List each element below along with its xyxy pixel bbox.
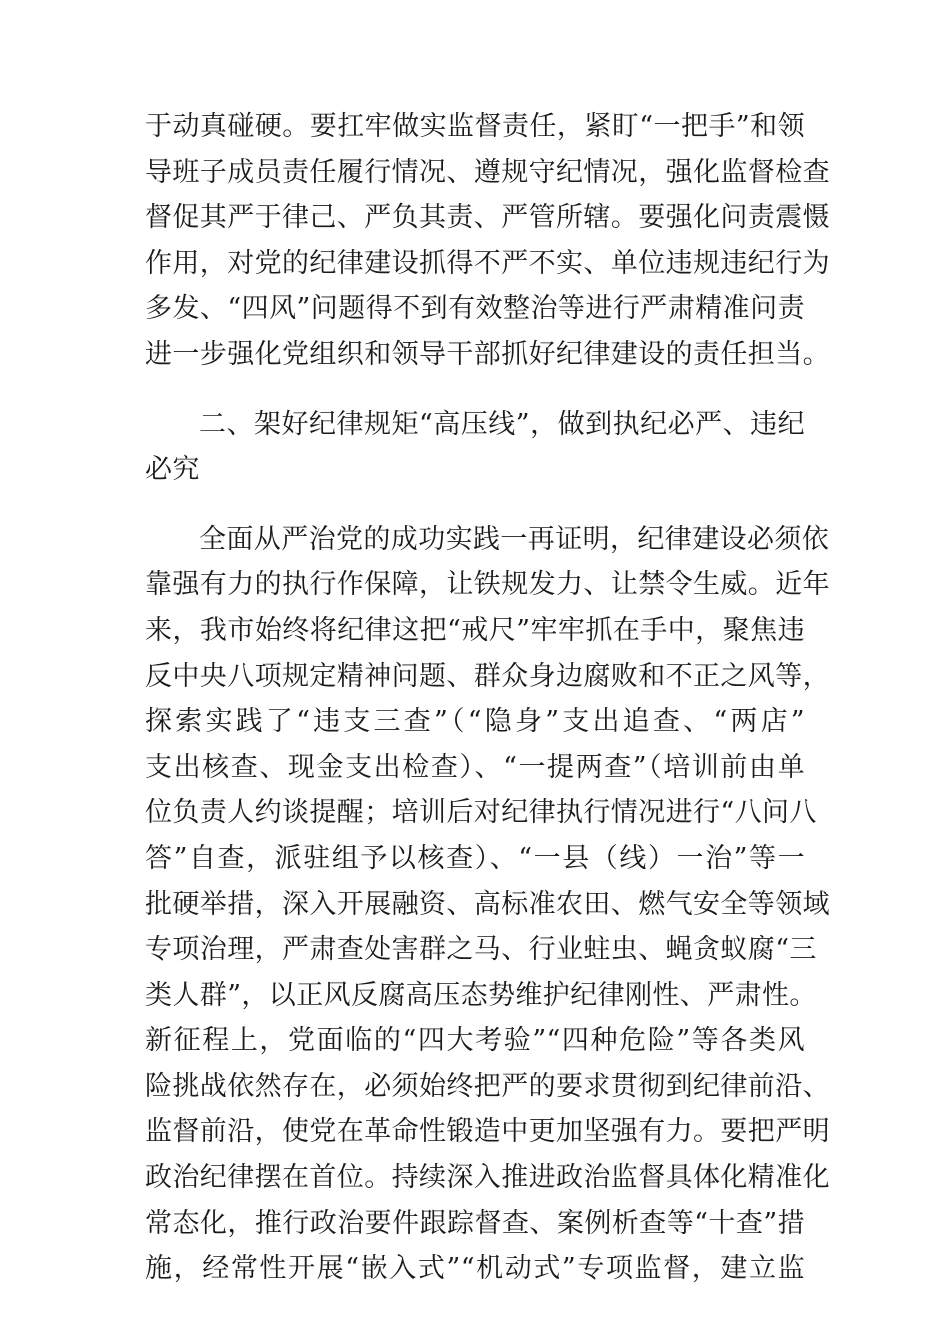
text-line: 批硬举措，深入开展融资、高标准农田、燃气安全等领域 bbox=[145, 888, 830, 920]
paragraph-1 bbox=[145, 104, 830, 378]
text-line: 答”自查，派驻组予以核查）、“一县（线）一治”等一 bbox=[145, 842, 805, 874]
text-line: 施，经常性开展“嵌入式”“机动式”专项监督，建立监 bbox=[145, 1253, 805, 1285]
text-line: 来，我市始终将纪律这把“戒尺”牢牢抓在手中，聚焦违 bbox=[145, 614, 805, 646]
section-heading bbox=[145, 402, 805, 493]
document-body bbox=[145, 104, 830, 1292]
text-line: 导班子成员责任履行情况、遵规守纪情况，强化监督检查 bbox=[145, 156, 830, 188]
text-line: 常态化，推行政治要件跟踪督查、案例析查等“十查”措 bbox=[145, 1207, 805, 1239]
text-line: 多发、“四风”问题得不到有效整治等进行严肃精准问责 bbox=[145, 293, 805, 325]
text-line: 险挑战依然存在，必须始终把严的要求贯彻到纪律前沿、 bbox=[145, 1070, 830, 1102]
text-line: 探索实践了“违支三查”（“隐身”支出追查、“两店” bbox=[145, 706, 805, 738]
heading-line: 二、架好纪律规矩“高压线”，做到执纪必严、违纪 bbox=[199, 408, 805, 440]
text-line: 督促其严于律己、严负其责、严管所辖。要强化问责震慑 bbox=[145, 202, 830, 234]
text-line: 作用，对党的纪律建设抓得不严不实、单位违规违纪行为 bbox=[145, 247, 830, 279]
paragraph-gap bbox=[145, 378, 805, 402]
paragraph-gap bbox=[145, 493, 805, 517]
text-line: 政治纪律摆在首位。持续深入推进政治监督具体化精准化 bbox=[145, 1162, 830, 1194]
paragraph-2 bbox=[145, 517, 830, 1292]
text-line: 于动真碰硬。要扛牢做实监督责任，紧盯“一把手”和领 bbox=[145, 111, 805, 142]
text-line: 支出核查、现金支出检查）、“一提两查”（培训前由单 bbox=[145, 751, 805, 783]
text-line: 反中央八项规定精神问题、群众身边腐败和不正之风等， bbox=[145, 660, 830, 692]
text-line: 靠强有力的执行作保障，让铁规发力、让禁令生威。近年 bbox=[145, 569, 830, 601]
text-line: 专项治理，严肃查处害群之马、行业蛀虫、蝇贪蚁腐“三 bbox=[145, 934, 817, 966]
text-line: 进一步强化党组织和领导干部抓好纪律建设的责任担当。 bbox=[145, 338, 830, 370]
text-line: 位负责人约谈提醒；培训后对纪律执行情况进行“八问八 bbox=[145, 797, 817, 829]
text-line: 全面从严治党的成功实践一再证明，纪律建设必须依 bbox=[199, 523, 830, 555]
text-line: 监督前沿，使党在革命性锻造中更加坚强有力。要把严明 bbox=[145, 1116, 830, 1148]
text-line: 类人群”，以正风反腐高压态势维护纪律刚性、严肃性。 bbox=[145, 979, 817, 1011]
heading-line: 必究 bbox=[145, 454, 200, 486]
text-line: 新征程上，党面临的“四大考验”“四种危险”等各类风 bbox=[145, 1025, 805, 1057]
